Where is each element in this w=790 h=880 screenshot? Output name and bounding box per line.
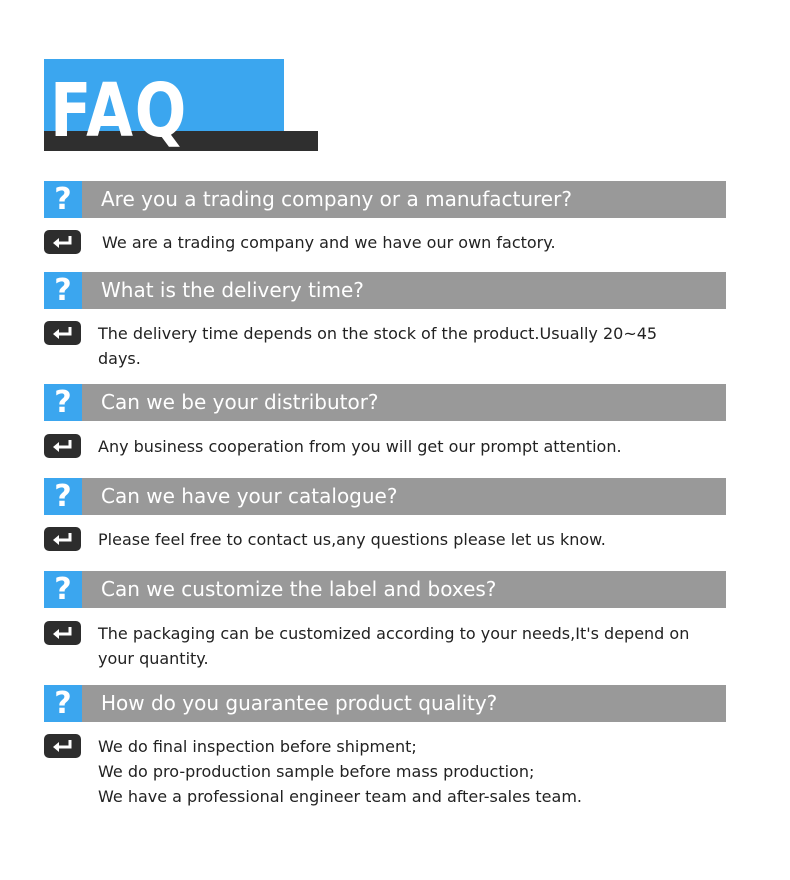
faq-header <box>44 59 318 154</box>
answer-text <box>98 434 718 459</box>
question-mark-icon: ? <box>44 384 82 421</box>
question-mark-icon: ? <box>44 571 82 608</box>
answer-line: We have a professional engineer team and after-sales team. <box>98 787 582 806</box>
question-bar <box>82 384 726 421</box>
faq-question-3 <box>44 384 726 421</box>
faq-question-5 <box>44 571 726 608</box>
faq-question-6 <box>44 685 726 722</box>
faq-question-4 <box>44 478 726 515</box>
answer-line: The packaging can be customized according to your needs,It's depend on <box>98 624 690 643</box>
question-bar <box>82 685 726 722</box>
question-text: Can we be your distributor? <box>101 390 379 414</box>
answer-line: We are a trading company and we have our own factory. <box>102 233 556 252</box>
question-bar <box>82 181 726 218</box>
enter-key-icon <box>44 434 81 458</box>
question-text: Can we have your catalogue? <box>101 484 398 508</box>
enter-key-icon <box>44 621 81 645</box>
answer-text <box>98 621 718 671</box>
answer-line: We do final inspection before shipment; <box>98 737 417 756</box>
question-bar <box>82 478 726 515</box>
faq-question-2 <box>44 272 726 309</box>
faq-question-1 <box>44 181 726 218</box>
question-mark-icon: ? <box>44 478 82 515</box>
question-text: Can we customize the label and boxes? <box>101 577 497 601</box>
answer-text <box>98 527 718 552</box>
question-text: How do you guarantee product quality? <box>101 691 498 715</box>
answer-line: The delivery time depends on the stock of the product.Usually 20~45 <box>98 324 658 343</box>
question-mark-icon: ? <box>44 272 82 309</box>
answer-text <box>98 734 718 809</box>
answer-line: We do pro-production sample before mass production; <box>98 762 535 781</box>
question-mark-icon: ? <box>44 181 82 218</box>
answer-text <box>98 321 718 371</box>
answer-line: Any business cooperation from you will get our prompt attention. <box>98 437 622 456</box>
answer-line: your quantity. <box>98 649 209 668</box>
question-text: Are you a trading company or a manufacturer? <box>101 187 572 211</box>
enter-key-icon <box>44 734 81 758</box>
question-text: What is the delivery time? <box>101 278 364 302</box>
question-mark-icon: ? <box>44 685 82 722</box>
answer-line: days. <box>98 349 141 368</box>
answer-line: Please feel free to contact us,any questions please let us know. <box>98 530 606 549</box>
page-title: FAQ <box>50 68 188 154</box>
enter-key-icon <box>44 527 81 551</box>
enter-key-icon <box>44 321 81 345</box>
question-bar <box>82 272 726 309</box>
answer-text <box>102 230 722 255</box>
question-bar <box>82 571 726 608</box>
enter-key-icon <box>44 230 81 254</box>
